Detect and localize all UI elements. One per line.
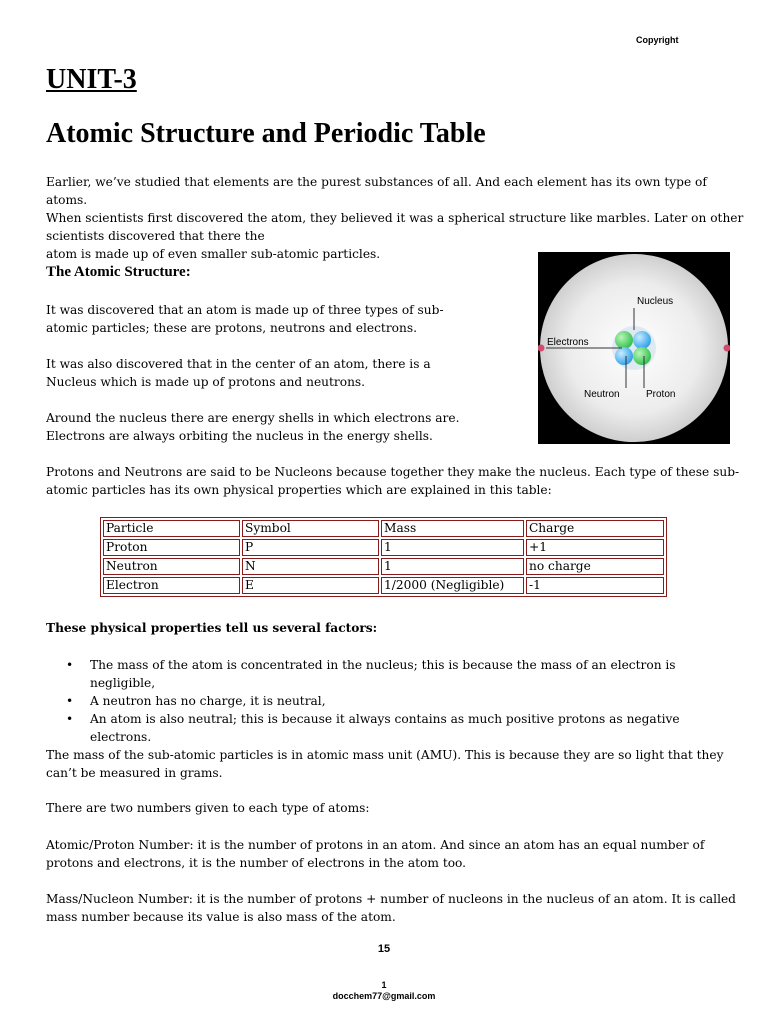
unit-title: UNIT-3: [46, 64, 137, 95]
table-row: [103, 539, 664, 556]
proton-label: Proton: [646, 389, 676, 400]
neutron-label: Neutron: [584, 389, 620, 400]
paragraph-line: Electrons are always orbiting the nucleus in the energy shells.: [46, 429, 433, 443]
intro-line: scientists discovered that there the: [46, 229, 265, 243]
amu-paragraph: [46, 746, 746, 782]
table-cell: 1/2000 (Negligible): [381, 577, 524, 594]
section-heading: The Atomic Structure:: [46, 264, 191, 280]
paragraph-line: Protons and Neutrons are said to be Nucleons because together they make the nucleus. Each type of these sub-: [46, 465, 740, 479]
table-cell: Electron: [103, 577, 240, 594]
table-header-cell: Charge: [526, 520, 664, 537]
chapter-title: Atomic Structure and Periodic Table: [46, 118, 486, 149]
proton-particle: [633, 347, 651, 365]
intro-line: Earlier, we’ve studied that elements are the purest substances of all. And each element has its own type of atoms.: [46, 175, 707, 207]
factors-list: [46, 656, 736, 746]
table-header-cell: Mass: [381, 520, 524, 537]
table-cell: P: [242, 539, 379, 556]
page-number: 15: [377, 943, 391, 955]
paragraph-line: atomic particles; these are protons, neutrons and electrons.: [46, 321, 417, 335]
paragraph-line: can’t be measured in grams.: [46, 766, 223, 780]
paragraph-line: protons and electrons, it is the number of electrons in the atom too.: [46, 856, 467, 870]
table-cell: 1: [381, 558, 524, 575]
table-cell: Proton: [103, 539, 240, 556]
atom-diagram: [538, 252, 730, 444]
table-cell: E: [242, 577, 379, 594]
nucleus-particle: [615, 331, 633, 349]
paragraph-line: There are two numbers given to each type of atoms:: [46, 801, 370, 815]
table-row: [103, 558, 664, 575]
atomic-structure-paragraph-2: [46, 355, 516, 391]
footer-index: 1: [381, 980, 387, 990]
copyright-label: Copyright: [636, 35, 679, 45]
list-item: [46, 710, 736, 746]
bullet-icon: •: [66, 694, 74, 708]
list-item: [46, 656, 736, 692]
paragraph-line: The mass of the sub-atomic particles is in atomic mass unit (AMU). This is because they are so light that they: [46, 748, 724, 762]
list-item-text: electrons.: [90, 730, 152, 744]
atomic-number-paragraph: [46, 836, 746, 872]
paragraph-line: Atomic/Proton Number: it is the number of protons in an atom. And since an atom has an equal number of: [46, 838, 705, 852]
list-item: [46, 692, 736, 710]
footer-email: docchem77@gmail.com: [332, 991, 436, 1001]
table-cell: Neutron: [103, 558, 240, 575]
table-cell: +1: [526, 539, 664, 556]
intro-line: atom is made up of even smaller sub-atomic particles.: [46, 247, 381, 261]
nucleus-particle: [633, 331, 651, 349]
factors-heading: These physical properties tell us several factors:: [46, 621, 378, 635]
intro-paragraph: [46, 173, 746, 263]
electrons-label: Electrons: [547, 337, 589, 348]
paragraph-line: Around the nucleus there are energy shells in which electrons are.: [46, 411, 460, 425]
two-numbers-paragraph: [46, 799, 746, 817]
neutron-particle: [615, 347, 633, 365]
table-row: [103, 577, 664, 594]
paragraph-line: It was discovered that an atom is made up of three types of sub-: [46, 303, 444, 317]
paragraph-line: It was also discovered that in the center of an atom, there is a: [46, 357, 431, 371]
table-cell: N: [242, 558, 379, 575]
paragraph-line: mass number because its value is also mass of the atom.: [46, 910, 396, 924]
list-item-text: The mass of the atom is concentrated in the nucleus; this is because the mass of an electron is negligible,: [90, 658, 676, 690]
paragraph-line: atomic particles has its own physical properties which are explained in this table:: [46, 483, 552, 497]
atomic-structure-paragraph-3: [46, 409, 516, 445]
intro-line: When scientists first discovered the atom, they believed it was a spherical structure like marbles. Later on other: [46, 211, 744, 225]
table-header-cell: Particle: [103, 520, 240, 537]
bullet-icon: •: [66, 658, 74, 672]
mass-number-paragraph: [46, 890, 746, 926]
nucleus-label: Nucleus: [637, 296, 674, 307]
table-cell: 1: [381, 539, 524, 556]
list-item-text: An atom is also neutral; this is because it always contains as much positive protons as negative: [90, 712, 680, 726]
particle-properties-table: [100, 517, 667, 597]
paragraph-line: Nucleus which is made up of protons and neutrons.: [46, 375, 366, 389]
nucleons-paragraph: [46, 463, 746, 499]
paragraph-line: Mass/Nucleon Number: it is the number of protons + number of nucleons in the nucleus of an atom. It is called: [46, 892, 736, 906]
table-cell: no charge: [526, 558, 664, 575]
table-header-row: [103, 520, 664, 537]
atom-diagram-svg: [538, 252, 730, 444]
bullet-icon: •: [66, 712, 74, 726]
table-cell: -1: [526, 577, 664, 594]
atomic-structure-paragraph-1: [46, 301, 516, 337]
table-header-cell: Symbol: [242, 520, 379, 537]
list-item-text: A neutron has no charge, it is neutral,: [90, 694, 326, 708]
